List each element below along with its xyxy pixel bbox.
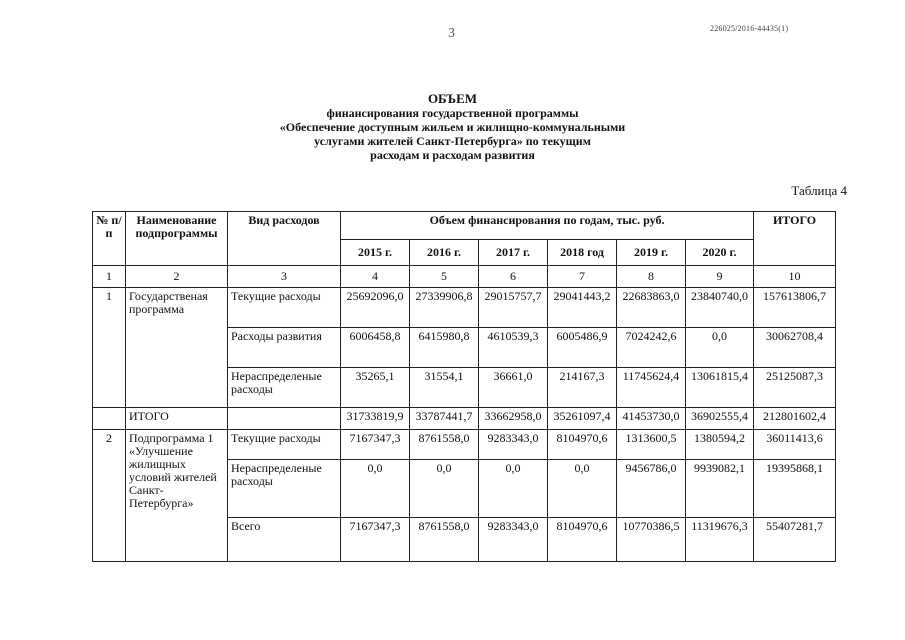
total-cell: 19395868,1 bbox=[754, 460, 836, 518]
column-number: 7 bbox=[548, 266, 617, 288]
title-line-5: расходам и расходам развития bbox=[370, 148, 535, 162]
value-cell: 8761558,0 bbox=[410, 518, 479, 562]
value-cell: 35265,1 bbox=[341, 368, 410, 408]
value-cell: 8104970,6 bbox=[548, 518, 617, 562]
document-title bbox=[0, 92, 905, 162]
column-number-row bbox=[93, 266, 836, 288]
value-cell: 29041443,2 bbox=[548, 288, 617, 328]
value-cell: 214167,3 bbox=[548, 368, 617, 408]
value-cell: 1380594,2 bbox=[686, 430, 754, 460]
value-cell: 6005486,9 bbox=[548, 328, 617, 368]
expense-type: Нераспределеные расходы bbox=[228, 368, 341, 408]
itogo-row bbox=[93, 408, 836, 430]
column-number: 1 bbox=[93, 266, 126, 288]
value-cell: 0,0 bbox=[686, 328, 754, 368]
value-cell: 0,0 bbox=[479, 460, 548, 518]
value-cell: 7167347,3 bbox=[341, 430, 410, 460]
value-cell: 29015757,7 bbox=[479, 288, 548, 328]
column-number: 2 bbox=[126, 266, 228, 288]
expense-type: Всего bbox=[228, 518, 341, 562]
value-cell: 35261097,4 bbox=[548, 408, 617, 430]
value-cell: 8104970,6 bbox=[548, 430, 617, 460]
header-type: Вид расходов bbox=[228, 212, 341, 266]
column-number: 9 bbox=[686, 266, 754, 288]
value-cell: 0,0 bbox=[548, 460, 617, 518]
total-cell: 36011413,6 bbox=[754, 430, 836, 460]
value-cell: 41453730,0 bbox=[617, 408, 686, 430]
value-cell: 6415980,8 bbox=[410, 328, 479, 368]
total-cell: 212801602,4 bbox=[754, 408, 836, 430]
value-cell: 7024242,6 bbox=[617, 328, 686, 368]
value-cell: 4610539,3 bbox=[479, 328, 548, 368]
row-number: 1 bbox=[93, 288, 126, 408]
value-cell: 10770386,5 bbox=[617, 518, 686, 562]
row-number: 2 bbox=[93, 430, 126, 562]
header-volume: Объем финансирования по годам, тыс. руб. bbox=[341, 212, 754, 240]
total-cell: 30062708,4 bbox=[754, 328, 836, 368]
header-year: 2016 г. bbox=[410, 240, 479, 266]
value-cell: 31554,1 bbox=[410, 368, 479, 408]
column-number: 8 bbox=[617, 266, 686, 288]
value-cell: 6006458,8 bbox=[341, 328, 410, 368]
total-cell: 55407281,7 bbox=[754, 518, 836, 562]
header-num: № п/п bbox=[93, 212, 126, 266]
value-cell: 36902555,4 bbox=[686, 408, 754, 430]
table-row bbox=[93, 430, 836, 460]
table-row bbox=[93, 288, 836, 328]
financing-table bbox=[92, 211, 836, 562]
header-name: Наименование подпрограммы bbox=[126, 212, 228, 266]
value-cell: 0,0 bbox=[410, 460, 479, 518]
expense-type: Текущие расходы bbox=[228, 430, 341, 460]
value-cell: 33662958,0 bbox=[479, 408, 548, 430]
column-number: 3 bbox=[228, 266, 341, 288]
column-number: 10 bbox=[754, 266, 836, 288]
value-cell: 9939082,1 bbox=[686, 460, 754, 518]
table-label: Таблица 4 bbox=[791, 183, 847, 198]
header-total: ИТОГО bbox=[754, 212, 836, 266]
total-cell: 25125087,3 bbox=[754, 368, 836, 408]
header-year: 2020 г. bbox=[686, 240, 754, 266]
expense-type: Расходы развития bbox=[228, 328, 341, 368]
row-number bbox=[93, 408, 126, 430]
value-cell: 31733819,9 bbox=[341, 408, 410, 430]
expense-type bbox=[228, 408, 341, 430]
header-year: 2017 г. bbox=[479, 240, 548, 266]
total-cell: 157613806,7 bbox=[754, 288, 836, 328]
header-year: 2019 г. bbox=[617, 240, 686, 266]
value-cell: 23840740,0 bbox=[686, 288, 754, 328]
value-cell: 36661,0 bbox=[479, 368, 548, 408]
value-cell: 27339906,8 bbox=[410, 288, 479, 328]
value-cell: 9283343,0 bbox=[479, 518, 548, 562]
title-line-4: услугами жителей Санкт-Петербурга» по текущим bbox=[314, 134, 591, 148]
value-cell: 8761558,0 bbox=[410, 430, 479, 460]
value-cell: 33787441,7 bbox=[410, 408, 479, 430]
program-name: Государственая программа bbox=[126, 288, 228, 408]
title-line-3: «Обеспечение доступным жильем и жилищно-коммунальными bbox=[279, 120, 626, 134]
value-cell: 9456786,0 bbox=[617, 460, 686, 518]
itogo-label: ИТОГО bbox=[126, 408, 228, 430]
value-cell: 7167347,3 bbox=[341, 518, 410, 562]
title-line-1: ОБЪЕМ bbox=[427, 91, 478, 106]
value-cell: 25692096,0 bbox=[341, 288, 410, 328]
value-cell: 11745624,4 bbox=[617, 368, 686, 408]
column-number: 4 bbox=[341, 266, 410, 288]
column-number: 6 bbox=[479, 266, 548, 288]
expense-type: Текущие расходы bbox=[228, 288, 341, 328]
value-cell: 13061815,4 bbox=[686, 368, 754, 408]
program-name: Подпрограмма 1 «Улучшение жилищных условий жителей Санкт-Петербурга» bbox=[126, 430, 228, 562]
value-cell: 9283343,0 bbox=[479, 430, 548, 460]
header-row bbox=[93, 212, 836, 240]
header-year: 2015 г. bbox=[341, 240, 410, 266]
column-number: 5 bbox=[410, 266, 479, 288]
document-number: 226025/2016-44435(1) bbox=[710, 24, 789, 33]
header-year: 2018 год bbox=[548, 240, 617, 266]
title-line-2: финансирования государственной программы bbox=[326, 106, 579, 120]
expense-type: Нераспределеные расходы bbox=[228, 460, 341, 518]
value-cell: 11319676,3 bbox=[686, 518, 754, 562]
value-cell: 1313600,5 bbox=[617, 430, 686, 460]
value-cell: 0,0 bbox=[341, 460, 410, 518]
page-number: 3 bbox=[448, 26, 455, 41]
value-cell: 22683863,0 bbox=[617, 288, 686, 328]
